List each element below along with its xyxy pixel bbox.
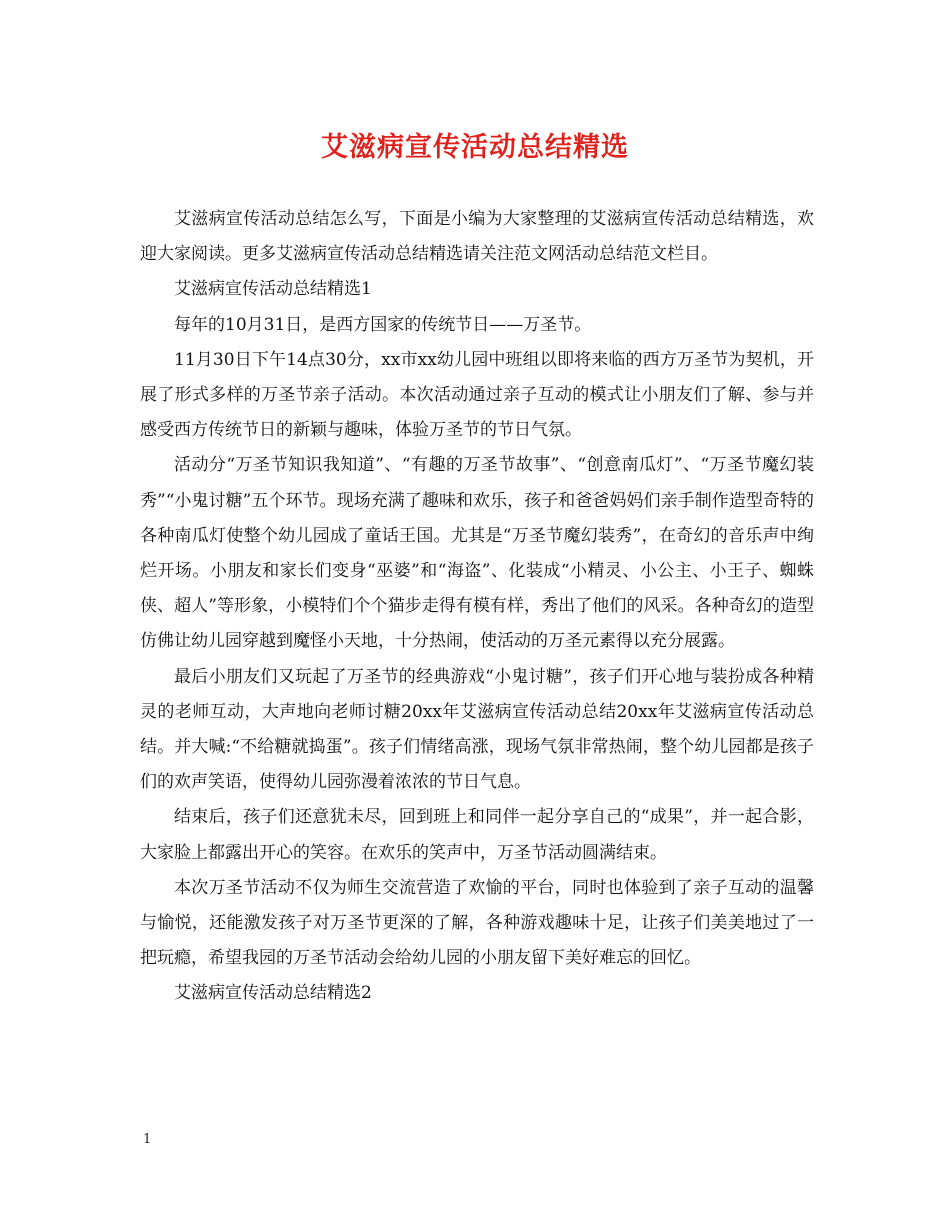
- body-paragraph: 11月30日下午14点30分，xx市xx幼儿园中班组以即将来临的西方万圣节为契机，开展了形式多样的万圣节亲子活动。本次活动通过亲子互动的模式让小朋友们了解、参与并感受西方传统节日的新颖与趣味，体验万圣节的节日气氛。: [140, 349, 814, 441]
- body-paragraph: 每年的10月31日，是西方国家的传统节日——万圣节。: [174, 314, 592, 335]
- body-paragraph: 最后小朋友们又玩起了万圣节的经典游戏“小鬼讨糖”，孩子们开心地与装扮成各种精灵的老师互动，大声地向老师讨糖20xx年艾滋病宣传活动总结20xx年艾滋病宣传活动总结。并大喊:“不给糖就捣蛋”。孩子们情绪高涨，现场气氛非常热闹，整个幼儿园都是孩子们的欢声笑语，使得幼儿园弥漫着浓浓的节日气息。: [140, 666, 814, 793]
- document-title: 艾滋病宣传活动总结精选: [321, 132, 629, 163]
- body-paragraph: 结束后，孩子们还意犹未尽，回到班上和同伴一起分享自己的“成果”，并一起合影，大家脸上都露出开心的笑容。在欢乐的笑声中，万圣节活动圆满结束。: [140, 807, 814, 863]
- body-paragraph: 活动分“万圣节知识我知道”、“有趣的万圣节故事”、“创意南瓜灯”、“万圣节魔幻装秀”“小鬼讨糖”五个环节。现场充满了趣味和欢乐，孩子和爸爸妈妈们亲手制作造型奇特的各种南瓜灯使整个幼儿园成了童话王国。尤其是“万圣节魔幻装秀”，在奇幻的音乐声中绚烂开场。小朋友和家长们变身“巫婆”和“海盗”、化装成“小精灵、小公主、小王子、蜘蛛侠、超人”等形象，小模特们个个猫步走得有模有样，秀出了他们的风采。各种奇幻的造型仿佛让幼儿园穿越到魔怪小天地，十分热闹，使活动的万圣元素得以充分展露。: [140, 455, 814, 652]
- section-heading-2: 艾滋病宣传活动总结精选2: [174, 983, 372, 1004]
- document-body: [140, 202, 814, 1012]
- intro-paragraph: 艾滋病宣传活动总结怎么写，下面是小编为大家整理的艾滋病宣传活动总结精选，欢迎大家阅读。更多艾滋病宣传活动总结精选请关注范文网活动总结范文栏目。: [140, 209, 814, 265]
- page-number: 1: [143, 1132, 152, 1147]
- section-heading-1: 艾滋病宣传活动总结精选1: [174, 279, 372, 300]
- body-paragraph: 本次万圣节活动不仅为师生交流营造了欢愉的平台，同时也体验到了亲子互动的温馨与愉悦，还能激发孩子对万圣节更深的了解，各种游戏趣味十足，让孩子们美美地过了一把玩瘾，希望我园的万圣节活动会给幼儿园的小朋友留下美好难忘的回忆。: [140, 877, 814, 969]
